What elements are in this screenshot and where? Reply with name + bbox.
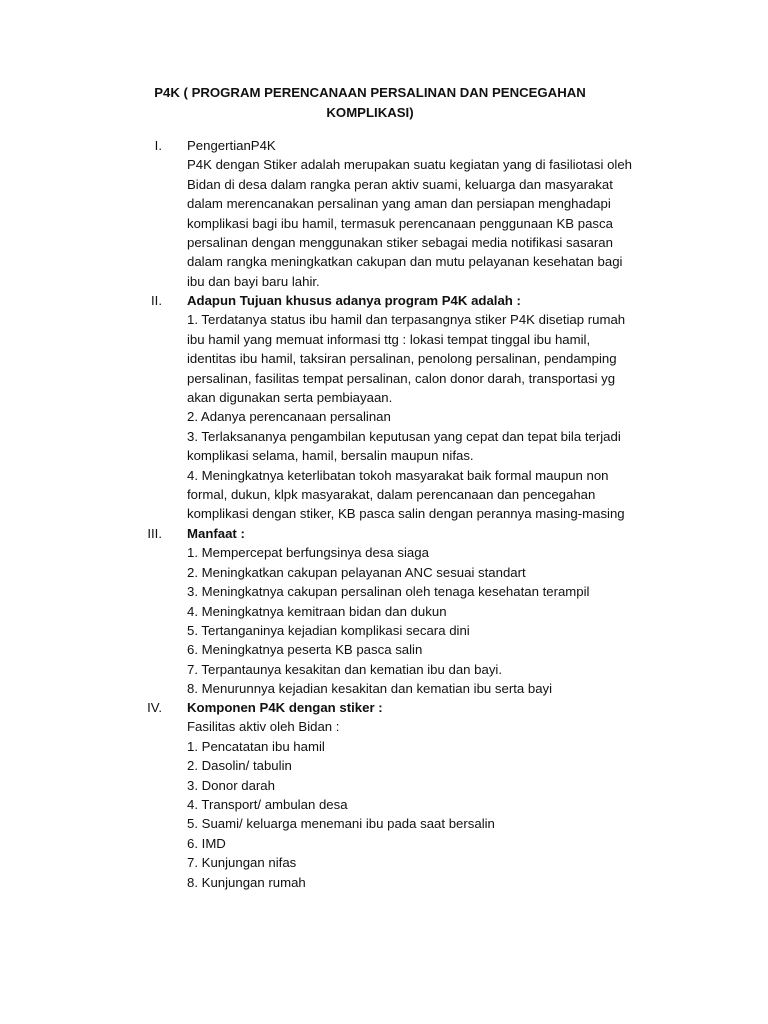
section-heading: Manfaat :: [187, 526, 245, 541]
section-line: 4. Meningkatnya kemitraan bidan dan dukun: [187, 603, 447, 619]
section-line: identitas ibu hamil, taksiran persalinan, penolong persalinan, pendamping: [187, 351, 617, 367]
section-numeral: IV.: [147, 700, 162, 715]
section-line: 2. Meningkatkan cakupan pelayanan ANC sesuai standart: [187, 564, 526, 580]
section-numeral: I.: [154, 138, 162, 153]
section-line: 6. Meningkatnya peserta KB pasca salin: [187, 642, 423, 658]
section-line: 3. Meningkatnya cakupan persalinan oleh tenaga kesehatan terampil: [187, 584, 590, 600]
section-line: Fasilitas aktiv oleh Bidan :: [187, 719, 340, 735]
section-line: 4. Meningkatnya keterlibatan tokoh masyarakat baik formal maupun non: [187, 467, 609, 483]
section-line: ibu dan bayi baru lahir.: [187, 273, 320, 289]
section-line: 6. IMD: [187, 835, 226, 851]
section-line: 7. Kunjungan nifas: [187, 855, 297, 871]
title-line-2: KOMPLIKASI): [326, 104, 414, 120]
section-line: 5. Tertanganinya kejadian komplikasi secara dini: [187, 623, 470, 639]
section-line: komplikasi selama, hamil, bersalin maupun nifas.: [187, 448, 474, 464]
document-title: [150, 83, 590, 122]
section-line: persalinan, fasilitas tempat persalinan, calon donor darah, transportasi yg: [187, 370, 616, 386]
section-line: 4. Transport/ ambulan desa: [187, 797, 348, 813]
section-line: 1. Mempercepat berfungsinya desa siaga: [187, 545, 429, 561]
section-line: 3. Terlaksananya pengambilan keputusan yang cepat dan tepat bila terjadi: [187, 428, 621, 444]
section-heading: Adapun Tujuan khusus adanya program P4K adalah :: [187, 293, 521, 308]
section-line: akan digunakan serta pembiayaan.: [187, 390, 393, 406]
section-line: 2. Adanya perencanaan persalinan: [187, 409, 391, 425]
section-body: [187, 524, 677, 699]
section-heading: Komponen P4K dengan stiker :: [187, 700, 383, 715]
section-line: dalam rangka meningkatkan cakupan dan mutu pelayanan kesehatan bagi: [187, 254, 623, 270]
section-numeral: III.: [147, 526, 162, 541]
section-body: [187, 291, 677, 524]
section-line: 8. Kunjungan rumah: [187, 874, 306, 890]
section-line: persalinan dengan menggunakan stiker sebagai media notifikasi sasaran: [187, 235, 613, 251]
section-line: 1. Terdatanya status ibu hamil dan terpasangnya stiker P4K disetiap rumah: [187, 312, 626, 328]
section-line: 1. Pencatatan ibu hamil: [187, 738, 325, 754]
section-line: komplikasi dengan stiker, KB pasca salin dengan perannya masing-masing: [187, 506, 625, 522]
title-line-1: P4K ( PROGRAM PERENCANAAN PERSALINAN DAN PENCEGAHAN: [154, 85, 586, 100]
section-numeral: II.: [151, 293, 162, 308]
section-line: komplikasi bagi ibu hamil, termasuk perencanaan penggunaan KB pasca: [187, 215, 613, 231]
section-line: 3. Donor darah: [187, 777, 275, 793]
section-line: dalam merencanakan persalinan yang aman dan persiapan menghadapi: [187, 196, 611, 212]
section-line: formal, dukun, klpk masyarakat, dalam perencanaan dan pencegahan: [187, 487, 596, 503]
section-line: 8. Menurunnya kejadian kesakitan dan kematian ibu serta bayi: [187, 681, 553, 697]
section-line: 5. Suami/ keluarga menemani ibu pada saat bersalin: [187, 816, 495, 832]
section-line: ibu hamil yang memuat informasi ttg : lokasi tempat tinggal ibu hamil,: [187, 331, 591, 347]
section-line: Bidan di desa dalam rangka peran aktiv suami, keluarga dan masyarakat: [187, 176, 613, 192]
section-line: 2. Dasolin/ tabulin: [187, 758, 292, 774]
section-line: 7. Terpantaunya kesakitan dan kematian ibu dan bayi.: [187, 661, 503, 677]
section-line: P4K dengan Stiker adalah merupakan suatu kegiatan yang di fasiliotasi oleh: [187, 157, 633, 173]
section-heading: PengertianP4K: [187, 138, 276, 153]
section-body: [187, 136, 677, 291]
section-body: [187, 698, 677, 892]
